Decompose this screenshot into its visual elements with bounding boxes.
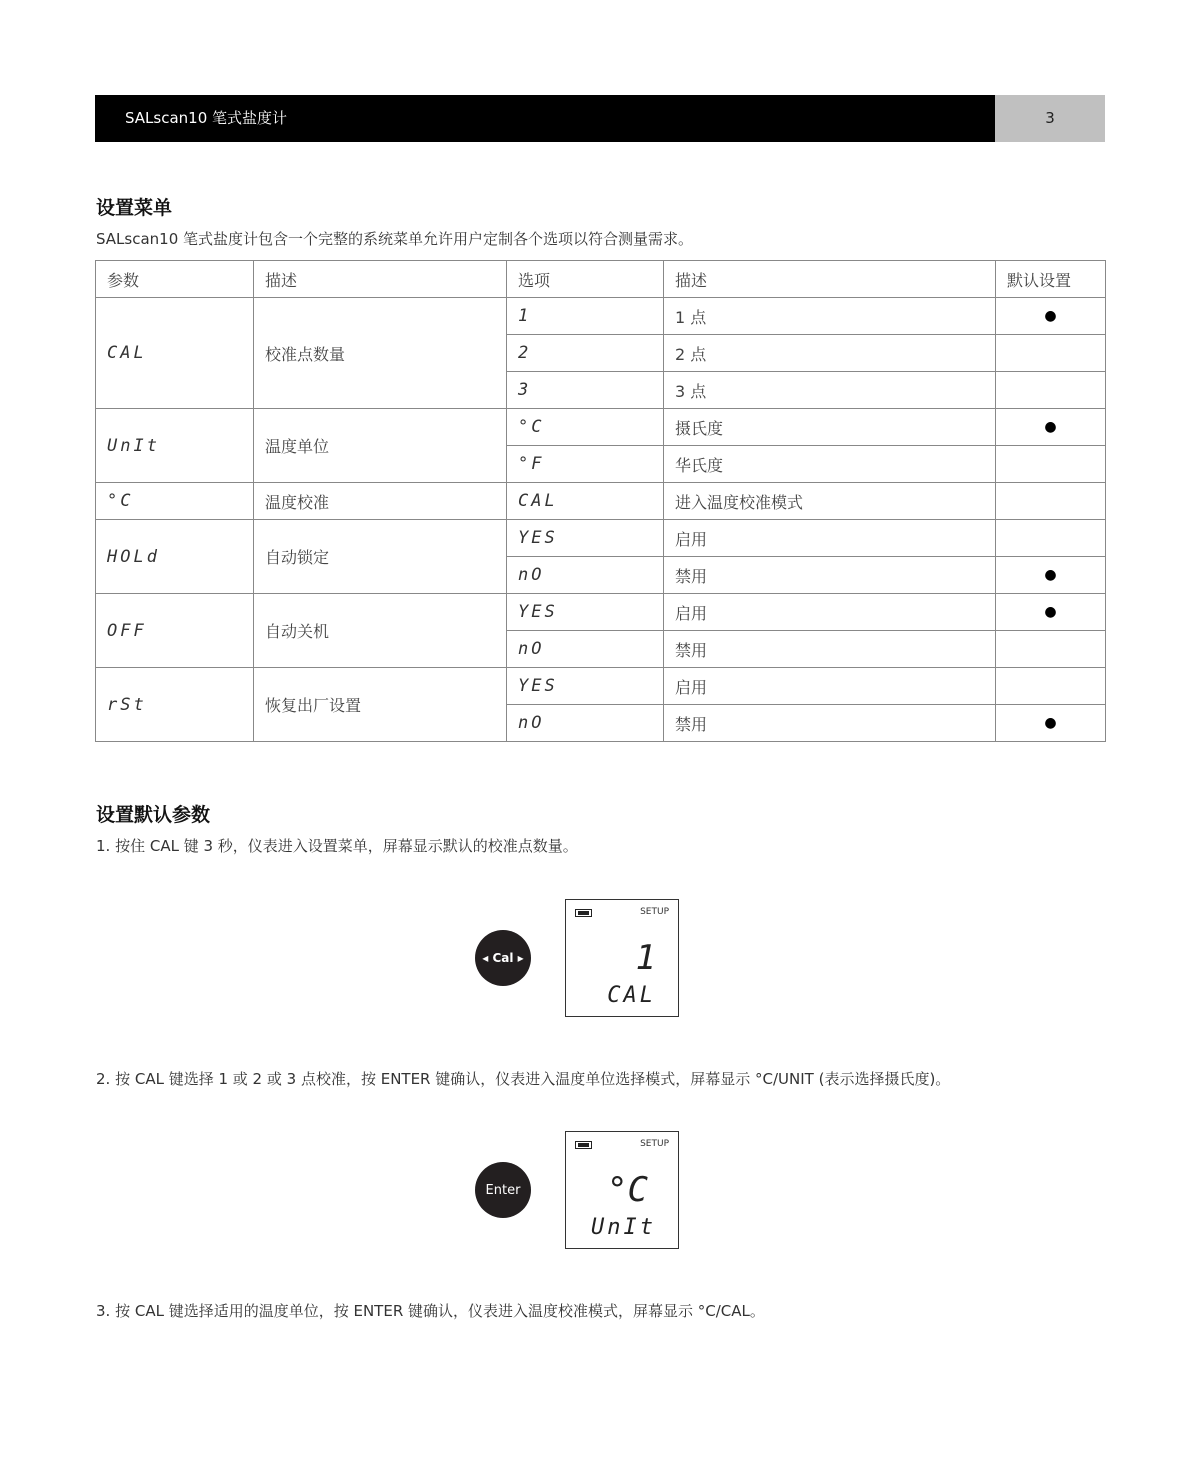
param-desc-cell: 温度校准 (254, 483, 507, 520)
option-cell: 1 (507, 298, 664, 335)
option-desc-cell: 摄氏度 (664, 409, 996, 446)
default-marker: ● (996, 557, 1106, 594)
lcd-sub: CAL (607, 983, 656, 1008)
default-marker: ● (996, 705, 1106, 742)
battery-icon (575, 1141, 592, 1149)
option-cell: °F (507, 446, 664, 483)
intro-text: SALscan10 笔式盐度计包含一个完整的系统菜单允许用户定制各个选项以符合测量需求。 (96, 230, 694, 248)
header-cell: 参数 (96, 261, 254, 298)
table-row (96, 409, 1106, 446)
option-cell: YES (507, 668, 664, 705)
table-row (96, 594, 1106, 631)
option-cell: YES (507, 594, 664, 631)
default-marker (996, 668, 1106, 705)
header-cell: 描述 (254, 261, 507, 298)
param-cell: UnIt (96, 409, 254, 483)
option-desc-cell: 1 点 (664, 298, 996, 335)
lcd-main: 1 (635, 938, 656, 978)
option-desc-cell: 3 点 (664, 372, 996, 409)
option-desc-cell: 华氏度 (664, 446, 996, 483)
lcd-sub: UnIt (591, 1215, 656, 1240)
default-marker (996, 483, 1106, 520)
default-marker (996, 520, 1106, 557)
battery-icon (575, 909, 592, 917)
option-desc-cell: 启用 (664, 520, 996, 557)
option-desc-cell: 禁用 (664, 631, 996, 668)
option-cell: YES (507, 520, 664, 557)
option-cell: 3 (507, 372, 664, 409)
step-2: 2. 按 CAL 键选择 1 或 2 或 3 点校准，按 ENTER 键确认，仪表进入温度单位选择模式，屏幕显示 °C/UNIT (表示选择摄氏度)。 (96, 1070, 951, 1088)
header-cell: 描述 (664, 261, 996, 298)
page-number: 3 (995, 95, 1105, 142)
option-cell: CAL (507, 483, 664, 520)
option-cell: nO (507, 631, 664, 668)
default-marker (996, 446, 1106, 483)
default-marker (996, 372, 1106, 409)
table-header (96, 261, 1106, 298)
step-1: 1. 按住 CAL 键 3 秒，仪表进入设置菜单，屏幕显示默认的校准点数量。 (96, 837, 578, 855)
option-desc-cell: 启用 (664, 594, 996, 631)
table-row (96, 668, 1106, 705)
param-desc-cell: 自动关机 (254, 594, 507, 668)
cal-button: ◂ Cal ▸ (475, 930, 531, 986)
table-row (96, 483, 1106, 520)
table-row (96, 520, 1106, 557)
setup-label: SETUP (640, 1139, 669, 1149)
default-marker: ● (996, 594, 1106, 631)
header-cell: 选项 (507, 261, 664, 298)
param-desc-cell: 温度单位 (254, 409, 507, 483)
setup-label: SETUP (640, 907, 669, 917)
header-cell: 默认设置 (996, 261, 1106, 298)
option-cell: nO (507, 705, 664, 742)
param-cell: HOLd (96, 520, 254, 594)
param-desc-cell: 恢复出厂设置 (254, 668, 507, 742)
option-desc-cell: 2 点 (664, 335, 996, 372)
option-cell: 2 (507, 335, 664, 372)
enter-button: Enter (475, 1162, 531, 1218)
section-title-setup-menu: 设置菜单 (96, 197, 173, 219)
step-3: 3. 按 CAL 键选择适用的温度单位，按 ENTER 键确认，仪表进入温度校准模式，屏幕显示 °C/CAL。 (96, 1302, 765, 1320)
lcd-screen-1 (565, 899, 679, 1017)
option-desc-cell: 禁用 (664, 705, 996, 742)
option-cell: nO (507, 557, 664, 594)
lcd-main: °C (607, 1170, 648, 1210)
param-desc-cell: 自动锁定 (254, 520, 507, 594)
option-desc-cell: 禁用 (664, 557, 996, 594)
header-title: SALscan10 笔式盐度计 (95, 95, 995, 142)
option-cell: °C (507, 409, 664, 446)
default-marker (996, 335, 1106, 372)
param-cell: OFF (96, 594, 254, 668)
param-cell: CAL (96, 298, 254, 409)
param-desc-cell: 校准点数量 (254, 298, 507, 409)
section-title-defaults: 设置默认参数 (96, 804, 211, 826)
default-marker: ● (996, 409, 1106, 446)
option-desc-cell: 启用 (664, 668, 996, 705)
table-row (96, 298, 1106, 335)
settings-table (95, 260, 1106, 742)
option-desc-cell: 进入温度校准模式 (664, 483, 996, 520)
param-cell: °C (96, 483, 254, 520)
default-marker (996, 631, 1106, 668)
param-cell: rSt (96, 668, 254, 742)
default-marker: ● (996, 298, 1106, 335)
lcd-screen-2 (565, 1131, 679, 1249)
